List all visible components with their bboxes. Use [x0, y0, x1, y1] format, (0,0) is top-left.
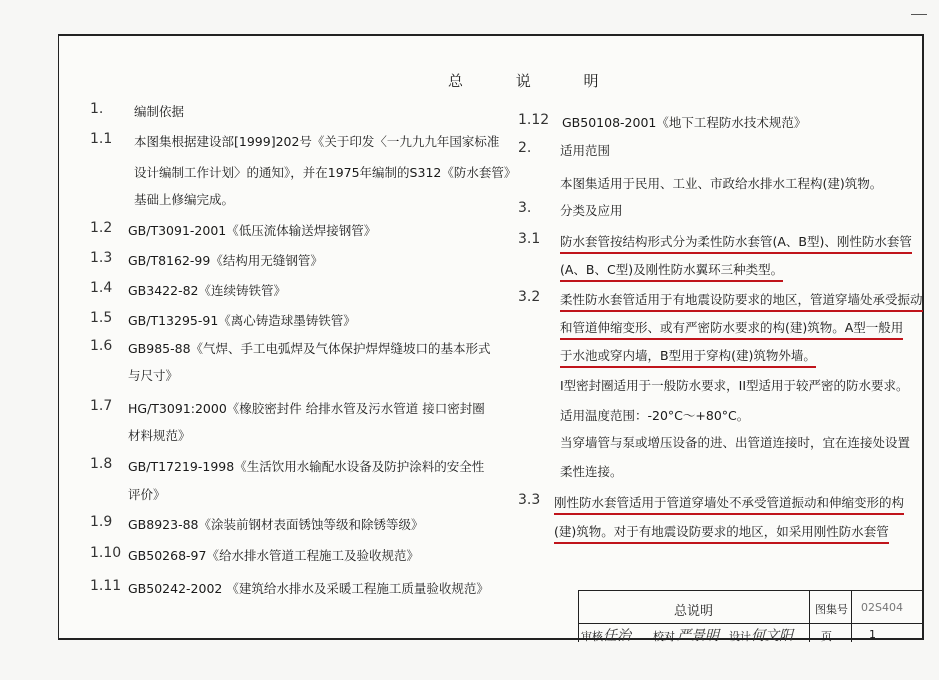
right-item-text: 适用温度范围：-20°C～+80°C。 — [560, 408, 750, 423]
design-signature: 何文阳 — [751, 628, 793, 644]
left-item-number: 1. — [90, 101, 104, 117]
left-item-number: 1.10 — [90, 545, 122, 561]
right-item-text: (A、B、C型)及刚性防水翼环三种类型。 — [560, 260, 783, 282]
page-number: 1 — [869, 628, 876, 641]
right-item-text: 柔性连接。 — [560, 464, 623, 479]
right-item-number: 1.12 — [518, 112, 550, 128]
left-item-number: 1.1 — [90, 131, 113, 147]
atlas-number: 02S404 — [861, 601, 903, 614]
right-item-text: 分类及应用 — [560, 203, 623, 218]
check-signature: 严景明 — [677, 628, 719, 644]
left-item-text: HG/T3091:2000《橡胶密封件 给排水管及污水管道 接口密封圈 — [128, 401, 485, 416]
page-label: 页 — [821, 630, 832, 643]
left-item-number: 1.4 — [90, 280, 113, 296]
left-item-number: 1.2 — [90, 220, 113, 236]
right-item-number: 3.2 — [518, 289, 541, 305]
right-item-number: 3.3 — [518, 492, 541, 508]
review-signature: 任治 — [603, 628, 631, 644]
left-item-text: 设计编制工作计划〉的通知》，并在1975年编制的S312《防水套管》 — [134, 165, 517, 180]
left-item-text: GB/T13295-91《离心铸造球墨铸铁管》 — [128, 313, 356, 328]
left-item-text: GB50268-97《给水排水管道工程施工及验收规范》 — [128, 548, 419, 563]
left-item-text: 评价》 — [128, 487, 166, 502]
right-item-text: 柔性防水套管适用于有地震设防要求的地区，管道穿墙处承受振动 — [560, 290, 923, 312]
right-item-text: I型密封圈适用于一般防水要求，II型适用于较严密的防水要求。 — [560, 378, 909, 393]
left-item-text: 基础上修编完成。 — [134, 192, 235, 207]
right-item-number: 3.1 — [518, 231, 541, 247]
right-item-number: 3. — [518, 200, 532, 216]
left-item-text: GB3422-82《连续铸铁管》 — [128, 283, 286, 298]
title-block — [578, 590, 924, 642]
page-title: 总 说 明 — [448, 72, 623, 90]
right-item-text: 本图集适用于民用、工业、市政给水排水工程构(建)筑物。 — [560, 176, 883, 191]
left-item-text: GB50242-2002 《建筑给水排水及采暖工程施工质量验收规范》 — [128, 581, 489, 596]
left-item-text: GB985-88《气焊、手工电弧焊及气体保护焊焊缝坡口的基本形式 — [128, 341, 491, 356]
left-item-number: 1.6 — [90, 338, 113, 354]
left-item-number: 1.3 — [90, 250, 113, 266]
right-item-text: 当穿墙管与泵或增压设备的进、出管道连接时，宜在连接处设置 — [560, 435, 911, 450]
check-label: 校对 — [653, 630, 675, 643]
left-item-text: 编制依据 — [134, 104, 185, 119]
left-item-number: 1.7 — [90, 398, 113, 414]
design-label: 设计 — [729, 630, 751, 643]
left-item-number: 1.11 — [90, 578, 122, 594]
right-item-text: GB50108-2001《地下工程防水技术规范》 — [562, 115, 807, 130]
left-item-text: GB8923-88《涂装前钢材表面锈蚀等级和除锈等级》 — [128, 517, 424, 532]
left-item-number: 1.8 — [90, 456, 113, 472]
left-item-number: 1.5 — [90, 310, 113, 326]
left-item-text: 材料规范》 — [128, 428, 191, 443]
title-block-name: 总说明 — [674, 604, 714, 619]
right-item-text: 刚性防水套管适用于管道穿墙处不承受管道振动和伸缩变形的构 — [554, 493, 904, 515]
right-item-text: 和管道伸缩变形、或有严密防水要求的构(建)筑物。A型一般用 — [560, 318, 903, 340]
left-item-text: GB/T3091-2001《低压流体输送焊接钢管》 — [128, 223, 377, 238]
review-label: 审核 — [581, 630, 603, 643]
right-item-text: 于水池或穿内墙，B型用于穿构(建)筑物外墙。 — [560, 346, 816, 368]
right-item-text: 防水套管按结构形式分为柔性防水套管(A、B型)、刚性防水套管 — [560, 232, 912, 254]
left-item-text: 本图集根据建设部[1999]202号《关于印发〈一九九九年国家标准 — [134, 134, 500, 149]
corner-mark — [911, 14, 927, 15]
right-item-number: 2. — [518, 140, 532, 156]
left-item-number: 1.9 — [90, 514, 113, 530]
right-item-text: (建)筑物。对于有地震设防要求的地区，如采用刚性防水套管 — [554, 522, 889, 544]
atlas-label: 图集号 — [815, 603, 848, 616]
left-item-text: GB/T8162-99《结构用无缝钢管》 — [128, 253, 323, 268]
left-item-text: 与尺寸》 — [128, 368, 179, 383]
left-item-text: GB/T17219-1998《生活饮用水输配水设备及防护涂料的安全性 — [128, 459, 485, 474]
right-item-text: 适用范围 — [560, 143, 611, 158]
